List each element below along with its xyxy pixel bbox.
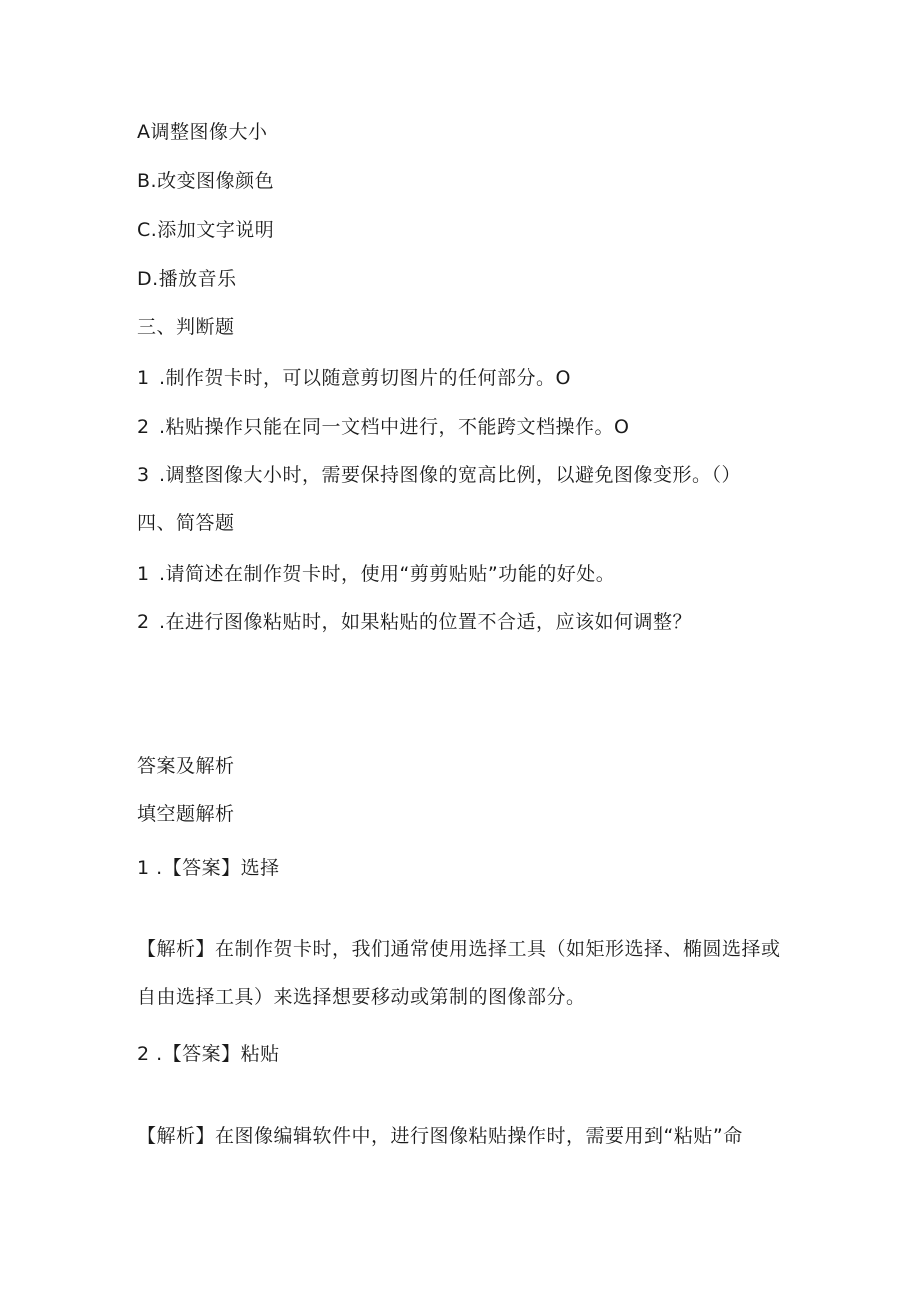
option-a: A调整图像大小 — [137, 121, 268, 143]
item-number: 1 — [137, 563, 150, 585]
answer-line: 2 .【答案】粘贴 — [137, 1043, 280, 1065]
item-number: 2 — [137, 416, 150, 438]
answers-subheading: 填空题解析 — [137, 803, 235, 825]
section-heading-short-answer: 四、简答题 — [137, 512, 235, 534]
item-number: 3 — [137, 464, 150, 486]
option-b: B.改变图像颜色 — [137, 170, 275, 192]
item-text: .请简述在制作贺卡时，使用“剪剪贴贴”功能的好处。 — [159, 563, 616, 585]
item-text: .制作贺卡时，可以随意剪切图片的任何部分。O — [159, 367, 571, 389]
option-d: D.播放音乐 — [137, 268, 237, 290]
judgement-item — [137, 463, 741, 487]
item-number: 1 — [137, 367, 150, 389]
item-number: 2 — [137, 611, 150, 633]
section-heading-judgement: 三、判断题 — [137, 316, 235, 338]
analysis-paragraph: 【解析】在图像编辑软件中，进行图像粘贴操作时，需要用到“粘贴”命 — [137, 1125, 743, 1147]
short-answer-item — [137, 610, 692, 634]
answer-line: 1 .【答案】选择 — [137, 857, 280, 879]
analysis-paragraph: 【解析】在制作贺卡时，我们通常使用选择工具（如矩形选择、椭圆选择或自由选择工具）来选择想要移动或第制的图像部分。 — [137, 938, 781, 1008]
answers-heading: 答案及解析 — [137, 755, 235, 777]
judgement-item — [137, 366, 571, 390]
short-answer-item — [137, 562, 615, 586]
option-c: C.添加文字说明 — [137, 219, 275, 241]
item-text: .粘贴操作只能在同一文档中进行，不能跨文档操作。O — [159, 416, 630, 438]
judgement-item — [137, 415, 630, 439]
item-text: .在进行图像粘贴时，如果粘贴的位置不合适，应该如何调整？ — [159, 611, 693, 633]
item-text: .调整图像大小时，需要保持图像的宽高比例，以避免图像变形。（） — [159, 464, 742, 486]
